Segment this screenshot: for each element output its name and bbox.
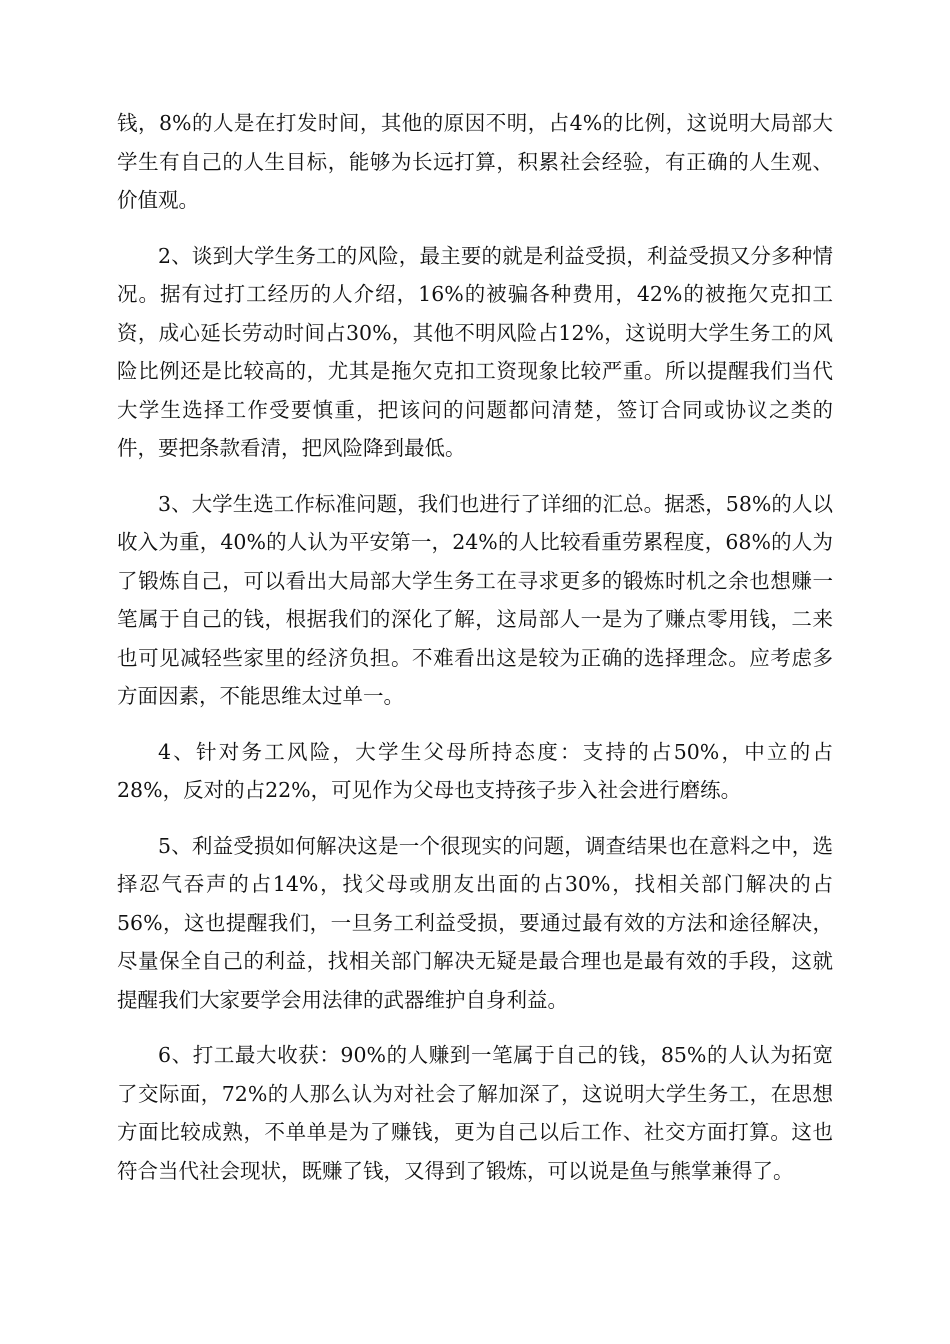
paragraph-item-5: 5、利益受损如何解决这是一个很现实的问题，调查结果也在意料之中，选择忍气吞声的占14%，找父母或朋友出面的占30%，找相关部门解决的占56%，这也提醒我们，一旦务工利益受损，要通过最有效的方法和途径解决，尽量保全自己的利益，找相关部门解决无疑是最合理也是最有效的手段，这就提醒我们大家要学会用法律的武器维护自身利益。 [117, 833, 833, 1012]
document-body [117, 104, 833, 1190]
paragraph-item-3: 3、大学生选工作标准问题，我们也进行了详细的汇总。据悉，58%的人以收入为重，40%的人认为平安第一，24%的人比较看重劳累程度，68%的人为了锻炼自己，可以看出大局部大学生务工在寻求更多的锻炼时机之余也想赚一笔属于自己的钱，根据我们的深化了解，这局部人一是为了赚点零用钱，二来也可见减轻些家里的经济负担。不难看出这是较为正确的选择理念。应考虑多方面因素，不能思维太过单一。 [117, 491, 833, 708]
paragraph-item-6: 6、打工最大收获：90%的人赚到一笔属于自己的钱，85%的人认为拓宽了交际面，72%的人那么认为对社会了解加深了，这说明大学生务工，在思想方面比较成熟，不单单是为了赚钱，更为自己以后工作、社交方面打算。这也符合当代社会现状，既赚了钱，又得到了锻炼，可以说是鱼与熊掌兼得了。 [117, 1043, 833, 1183]
paragraph-item-4: 4、针对务工风险，大学生父母所持态度：支持的占50%，中立的占28%，反对的占22%，可见作为父母也支持孩子步入社会进行磨练。 [117, 739, 833, 802]
paragraph-continuation: 钱，8%的人是在打发时间，其他的原因不明，占4%的比例，这说明大局部大学生有自己的人生目标，能够为长远打算，积累社会经验，有正确的人生观、价值观。 [117, 111, 833, 212]
paragraph-item-2: 2、谈到大学生务工的风险，最主要的就是利益受损，利益受损又分多种情况。据有过打工经历的人介绍，16%的被骗各种费用，42%的被拖欠克扣工资，成心延长劳动时间占30%，其他不明风险占12%，这说明大学生务工的风险比例还是比较高的，尤其是拖欠克扣工资现象比较严重。所以提醒我们当代大学生选择工作受要慎重，把该问的问题都问清楚，签订合同或协议之类的件，要把条款看清，把风险降到最低。 [117, 243, 833, 460]
